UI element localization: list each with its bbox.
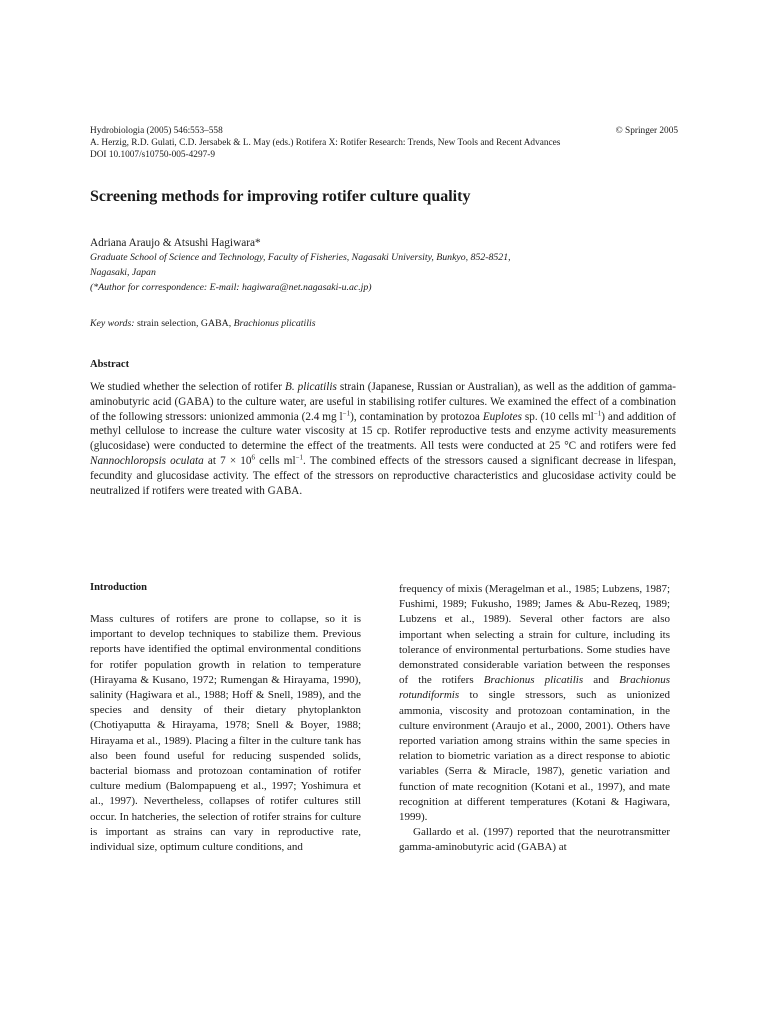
abstract-heading: Abstract bbox=[90, 359, 130, 370]
running-header bbox=[90, 125, 678, 161]
keywords bbox=[90, 318, 316, 329]
intro-paragraph-1: Mass cultures of rotifers are prone to collapse, so it is important to develop techniques to stabilize them. Previous reports have identified the optimal environmental conditions for rotifer population growth in relation to temperature (Hirayama & Kusano, 1972; Rumengan & Hirayama, 1990), salinity (Hagiwara et al., 1988; Hoff & Snell, 1989), and the species and density of their dietary phytoplankton (Chotiyaputta & Hirayama, 1978; Snell & Boyer, 1988; Hirayama et al., 1989). Placing a filter in the culture tank has also been found useful for reducing suspended solids, bacterial biomass and protozoan contamination of rotifer culture medium (Balompapueng et al., 1997; Yoshimura et al., 1997). Nevertheless, collapses of rotifer cultures still occur. In hatcheries, the selection of rotifer strains for culture is important as strains can vary in reproductive rate, individual size, optimum culture conditions, and bbox=[90, 613, 361, 854]
keywords-label: Key words: bbox=[90, 318, 135, 329]
doi: DOI 10.1007/s10750-005-4297-9 bbox=[90, 150, 215, 160]
intro-left-column bbox=[90, 612, 361, 855]
affiliation bbox=[90, 250, 511, 295]
affiliation-line-2: Nagasaki, Japan bbox=[90, 267, 156, 278]
correspondence: (*Author for correspondence: E-mail: hagiwara@net.nagasaki-u.ac.jp) bbox=[90, 282, 372, 293]
abstract-body: We studied whether the selection of rotifer B. plicatilis strain (Japanese, Russian or Australian), as well as the addition of gamma-aminobutyric acid (GABA) to the culture water, are useful in stabilising rotifer cultures. We examined the effect of a combination of the following stressors: unionized ammonia (2.4 mg $l^{-1}$), contamination by protozoa Euplotes sp. (10 cells $ml^{-1}$) and addition of methyl cellulose to increase the culture water viscosity at 15 cp. Rotifer reproductive tests and enzyme activity measurements (glucosidase) were conducted to determine the effect of the treatments. All tests were conducted at 25 °C and rotifers were fed Nannochloropsis oculata at $7 \times 10^6$ cells $ml^{-1}$. The combined effects of the stressors caused a significant decrease in lifespan, fecundity and glucosidase activity. The effect of the stressors on reproductive characteristics and glucosidase activity could be neutralized if rotifers were treated with GABA. bbox=[90, 381, 676, 497]
paper-title: Screening methods for improving rotifer culture quality bbox=[90, 188, 471, 205]
intro-right-column bbox=[399, 582, 670, 856]
copyright: © Springer 2005 bbox=[615, 126, 678, 136]
editors-line: A. Herzig, R.D. Gulati, C.D. Jersabek & L. May (eds.) Rotifera X: Rotifer Research: Trends, New Tools and Recent Advances bbox=[90, 138, 561, 148]
intro-paragraph-2: frequency of mixis (Meragelman et al., 1985; Lubzens, 1987; Fushimi, 1989; Fukusho, 1989; James & Abu-Rezeq, 1989; Lubzens et al., 1989). Several other factors are also important when selecting a strain for culture, including its tolerance of environmental perturbations. Some studies have demonstrated considerable variation between the responses of the rotifers Brachionus plicatilis and Brachionus rotundiformis to single stressors, such as unionized ammonia, viscosity and protozoan contamination, in the culture environment (Araujo et al., 2000, 2001). Others have reported variation among strains within the same species in relation to biometric variation as a direct response to abiotic variables (Serra & Miracle, 1987), genetic variation and function of mate recognition (Kotani et al., 1997), and mate recognition at different temperatures (Kotani & Hagiwara, 1999). bbox=[399, 583, 670, 824]
authors: Adriana Araujo & Atsushi Hagiwara* bbox=[90, 237, 261, 249]
affiliation-line-1: Graduate School of Science and Technology, Faculty of Fisheries, Nagasaki University, Bunkyo, 852-8521, bbox=[90, 252, 511, 263]
introduction-heading: Introduction bbox=[90, 582, 147, 593]
keywords-list: strain selection, GABA, bbox=[134, 318, 234, 329]
journal-citation: Hydrobiologia (2005) 546:553–558 bbox=[90, 126, 223, 136]
intro-paragraph-3: Gallardo et al. (1997) reported that the neurotransmitter gamma-aminobutyric acid (GABA) at bbox=[399, 826, 670, 854]
keywords-species: Brachionus plicatilis bbox=[233, 318, 316, 329]
